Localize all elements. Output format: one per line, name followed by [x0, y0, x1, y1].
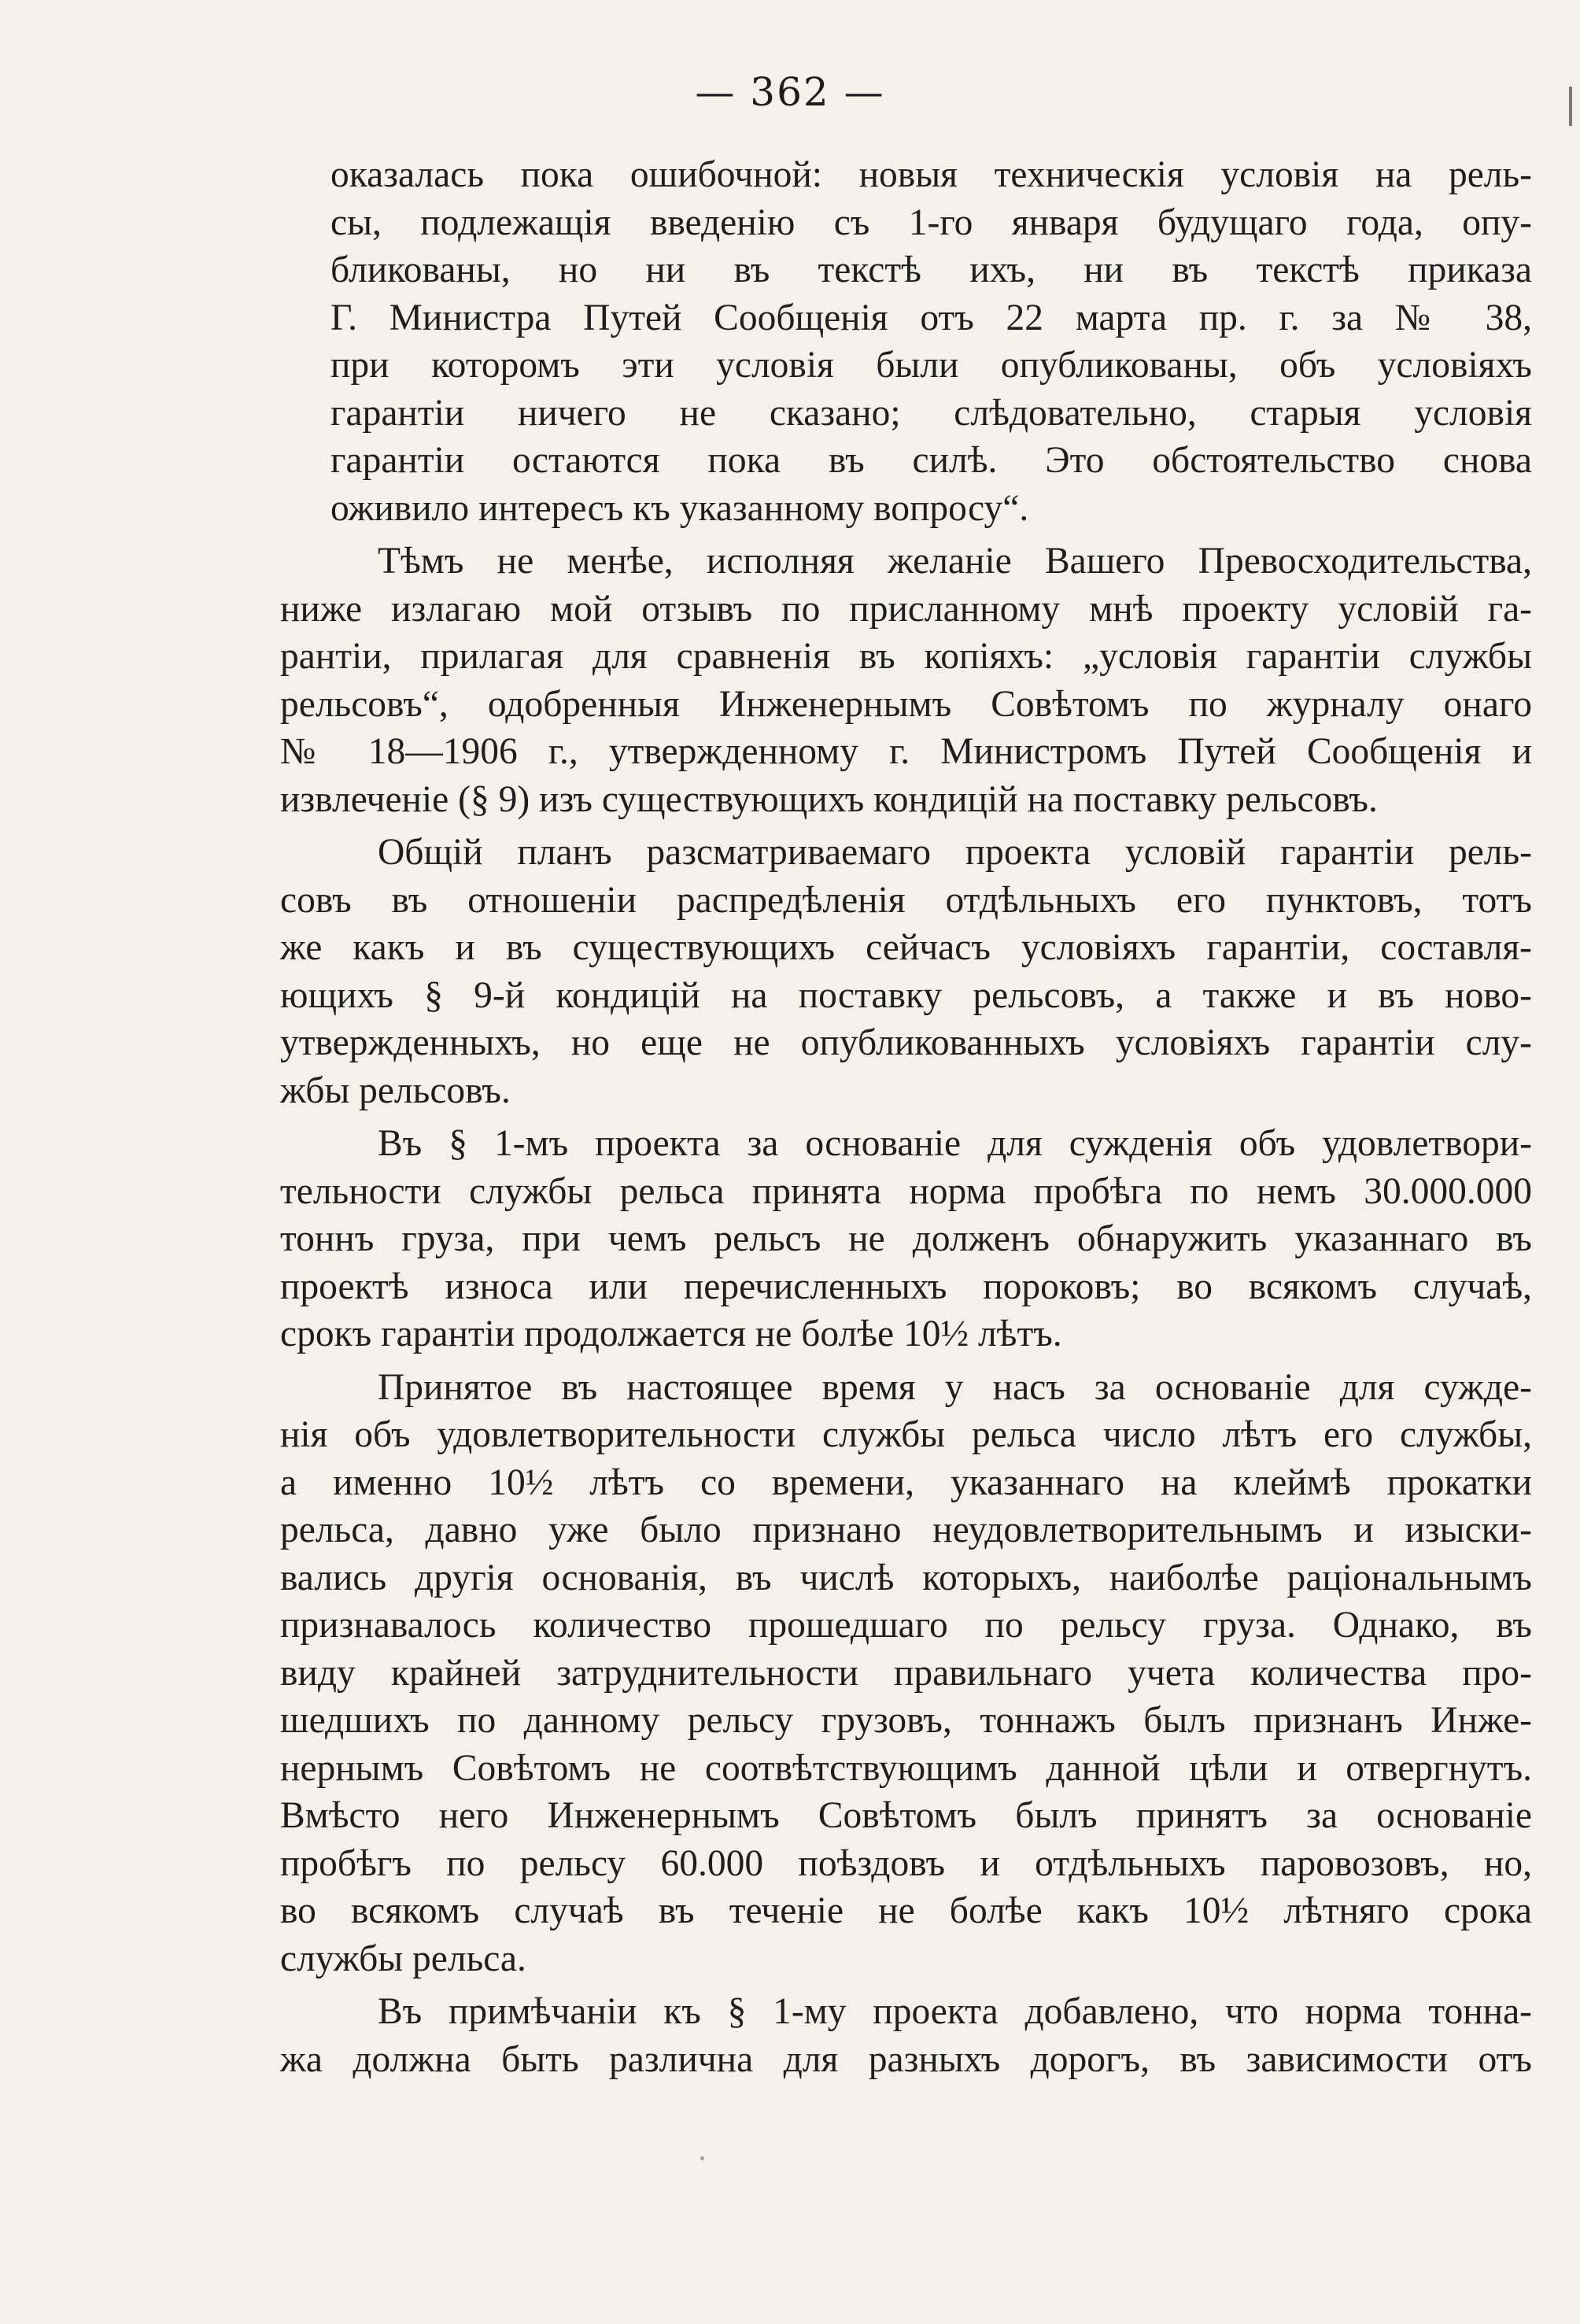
text-line: жбы рельсовъ. — [280, 1070, 511, 1111]
text-line: рантіи, прилагая для сравненія въ копіяхъ: „условія гарантіи службы — [280, 636, 1532, 677]
text-line: совъ въ отношеніи распредѣленія отдѣльныхъ его пунктовъ, тотъ — [280, 879, 1532, 921]
body-text — [183, 151, 1532, 2089]
text-line: ниже излагаю мой отзывъ по присланному мнѣ проекту условій га- — [280, 588, 1532, 630]
text-line: утвержденныхъ, но еще не опубликованныхъ условіяхъ гарантіи слу- — [280, 1022, 1532, 1063]
text-line: Вмѣсто него Инженернымъ Совѣтомъ былъ принятъ за основаніе — [280, 1795, 1532, 1836]
text-line: жа должна быть различна для разныхъ дорогъ, въ зависимости отъ — [280, 2038, 1532, 2080]
text-line: № 18—1906 г., утвержденному г. Министромъ Путей Сообщенія и — [280, 731, 1532, 772]
paragraph — [183, 1364, 1532, 1983]
text-line: же какъ и въ существующихъ сейчасъ условіяхъ гарантіи, составля- — [280, 927, 1532, 968]
text-line: рельсовъ“, одобренныя Инженернымъ Совѣтомъ по журналу онаго — [280, 683, 1532, 725]
text-line: виду крайней затруднительности правильнаго учета количества про- — [280, 1652, 1532, 1694]
text-line: Тѣмъ не менѣе, исполняя желаніе Вашего Превосходительства, — [378, 541, 1532, 582]
text-line: Г. Министра Путей Сообщенія отъ 22 марта пр. г. за № 38, — [330, 297, 1532, 338]
text-line: нія объ удовлетворительности службы рельса число лѣтъ его службы, — [280, 1414, 1532, 1455]
text-line: нернымъ Совѣтомъ не соотвѣтствующимъ данной цѣли и отвергнутъ. — [280, 1747, 1532, 1789]
text-line: бликованы, но ни въ текстѣ ихъ, ни въ текстѣ приказа — [330, 249, 1532, 290]
ink-speck — [700, 2156, 704, 2160]
edge-mark — [1569, 87, 1572, 126]
text-line: проектѣ износа или перечисленныхъ пороковъ; во всякомъ случаѣ, — [280, 1265, 1532, 1307]
text-line: шедшихъ по данному рельсу грузовъ, тоннажъ былъ признанъ Инже- — [280, 1700, 1532, 1741]
text-line: гарантіи ничего не сказано; слѣдовательно, старыя условія — [330, 392, 1532, 434]
text-line: при которомъ эти условія были опубликованы, объ условіяхъ — [330, 345, 1532, 386]
text-line: Въ § 1-мъ проекта за основаніе для сужденія объ удовлетвори- — [378, 1123, 1532, 1164]
paragraph — [183, 829, 1532, 1114]
text-line: сы, подлежащія введенію съ 1-го января будущаго года, опу- — [330, 201, 1532, 243]
text-line: Въ примѣчаніи къ § 1-му проекта добавлено, что норма тонна- — [378, 1991, 1532, 2032]
page-number: — 362 — — [695, 69, 885, 115]
text-line: гарантіи остаются пока въ силѣ. Это обстоятельство снова — [330, 440, 1532, 481]
text-line: службы рельса. — [280, 1938, 526, 1979]
text-line: оживило интересъ къ указанному вопросу“. — [330, 487, 1029, 529]
paragraph — [183, 1988, 1532, 2083]
paragraph — [183, 1120, 1532, 1358]
text-line: оказалась пока ошибочной: новыя техническія условія на рель- — [330, 154, 1532, 195]
text-line: во всякомъ случаѣ въ теченіе не болѣе какъ 10½ лѣтняго срока — [280, 1890, 1532, 1931]
paragraph — [183, 538, 1532, 823]
text-line: вались другія основанія, въ числѣ которыхъ, наиболѣе раціональнымъ — [280, 1557, 1532, 1598]
text-line: пробѣгъ по рельсу 60.000 поѣздовъ и отдѣльныхъ паровозовъ, но, — [280, 1842, 1532, 1884]
text-line: признавалось количество прошедшаго по рельсу груза. Однако, въ — [280, 1605, 1532, 1646]
quoted-paragraph — [183, 151, 1532, 532]
text-line: а именно 10½ лѣтъ со времени, указаннаго на клеймѣ прокатки — [280, 1461, 1532, 1503]
text-line: ющихъ § 9-й кондицій на поставку рельсовъ, а также и въ ново- — [280, 974, 1532, 1016]
text-line: тоннъ груза, при чемъ рельсъ не долженъ обнаружить указаннаго въ — [280, 1218, 1532, 1259]
text-line: тельности службы рельса принята норма пробѣга по немъ 30.000.000 — [280, 1170, 1532, 1212]
text-line: Принятое въ настоящее время у насъ за основаніе для сужде- — [378, 1366, 1532, 1408]
text-line: срокъ гарантіи продолжается не болѣе 10½ лѣтъ. — [280, 1313, 1062, 1354]
text-line: Общій планъ разсматриваемаго проекта условій гарантіи рель- — [378, 832, 1532, 873]
text-line: извлеченіе (§ 9) изъ существующихъ кондицій на поставку рельсовъ. — [280, 778, 1378, 820]
text-line: рельса, давно уже было признано неудовлетворительнымъ и изыски- — [280, 1509, 1532, 1550]
